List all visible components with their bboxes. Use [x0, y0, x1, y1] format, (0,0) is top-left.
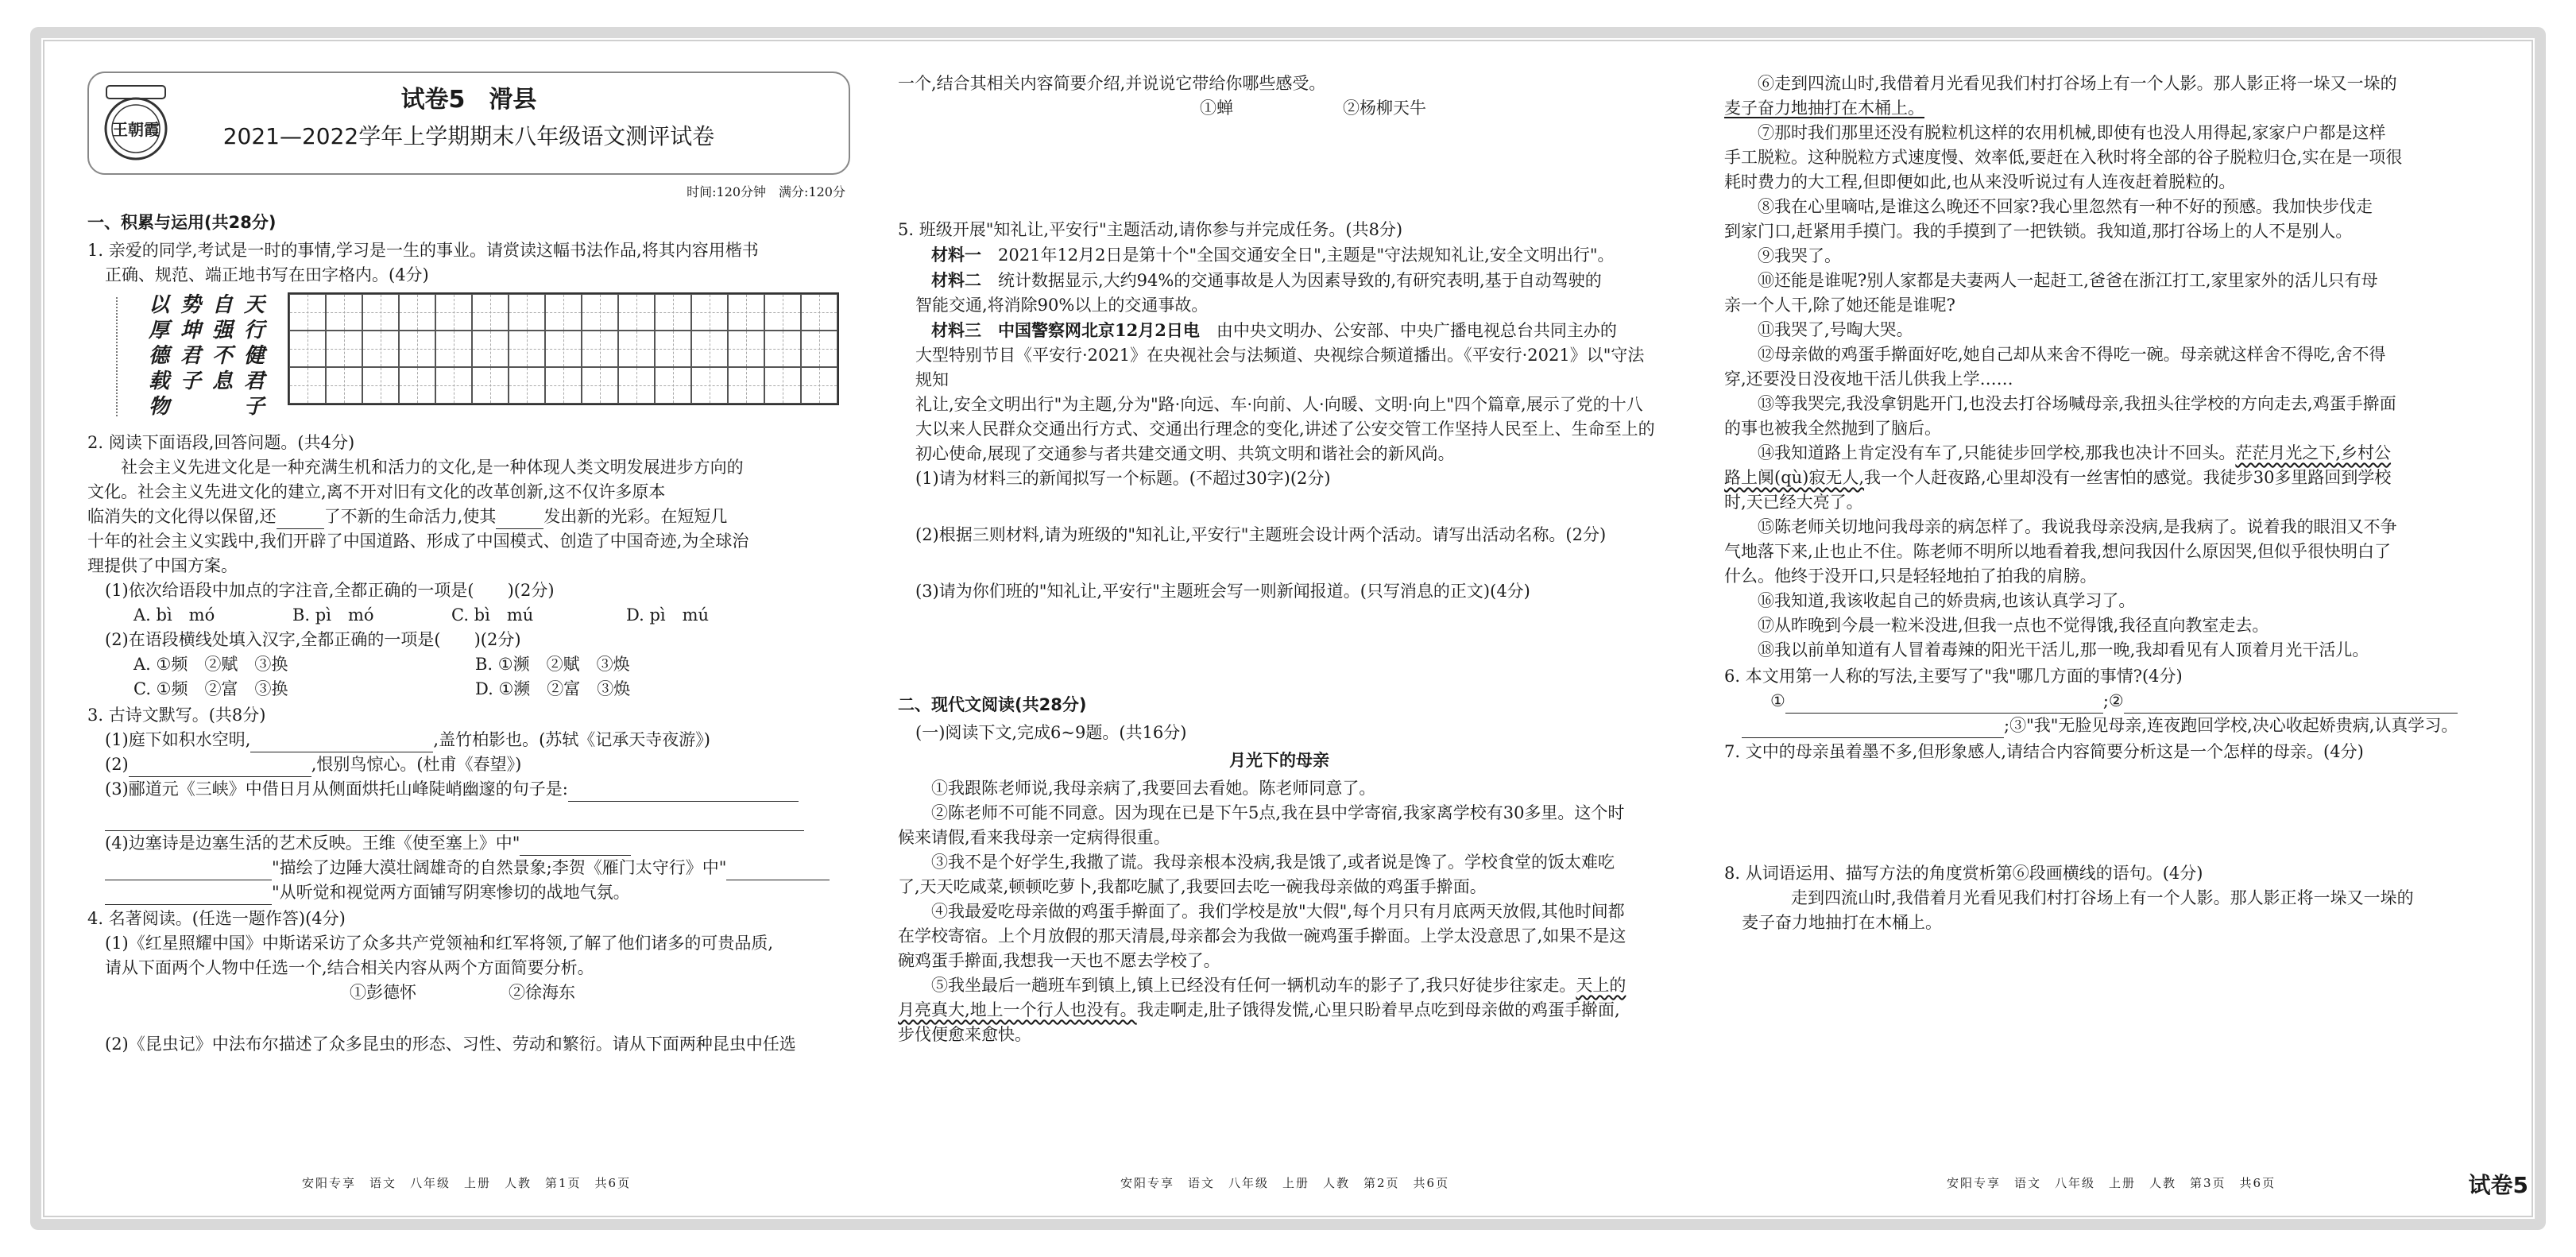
- paragraph-15-cont: 什么。他终于没开口,只是轻轻地拍了拍我的肩膀。: [1724, 567, 2097, 586]
- q2-1-options: [87, 603, 850, 628]
- material-3: 材料三 中国警察网北京12月2日电 由中央文明办、公安部、中央广播电视总台共同主办的: [931, 320, 1617, 340]
- question-4-1-cont: 请从下面两个人物中任选一个,结合相关内容从两个方面简要分析。: [105, 958, 594, 977]
- answer-space[interactable]: [1724, 764, 2511, 860]
- tianzi-grid[interactable]: [288, 292, 839, 405]
- tianzi-cell[interactable]: [399, 331, 435, 367]
- tianzi-cell[interactable]: [472, 294, 509, 331]
- question-5-3: (3)请为你们班的"知礼让,平安行"主题班会写一则新闻报道。(只写消息的正文)(4分): [915, 582, 1530, 601]
- tianzi-cell[interactable]: [618, 367, 655, 404]
- question-3-2: (2) ,恨别鸟惊心。(杜甫《春望》): [87, 752, 850, 777]
- paragraph-16: ⑯我知道,我该收起自己的娇贵病,也该认真学习了。: [1758, 591, 2136, 610]
- tianzi-cell[interactable]: [764, 367, 801, 404]
- column-3: [1724, 72, 2511, 935]
- tianzi-cell[interactable]: [691, 331, 728, 367]
- paragraph-18: ⑱我以前单知道有人冒着毒辣的阳光干活儿,那一晚,我却看见有人顶着月光干活儿。: [1758, 640, 2369, 659]
- question-7: 7. 文中的母亲虽着墨不多,但形象感人,请结合内容简要分析这是一个怎样的母亲。(4分): [1724, 742, 2364, 761]
- tianzi-cell[interactable]: [435, 367, 472, 404]
- tianzi-cell[interactable]: [655, 331, 691, 367]
- paragraph-2-cont: 候来请假,看来我母亲一定病得很重。: [898, 828, 1170, 847]
- tianzi-cell[interactable]: [691, 294, 728, 331]
- paragraph-10-cont: 亲一个人干,除了她还能是谁呢?: [1724, 296, 1955, 315]
- paragraph-7: ⑦那时我们那里还没有脱粒机这样的农用机械,即使有也没人用得起,家家户户都是这样: [1758, 123, 2386, 142]
- question-3-4-cont: "从听觉和视觉两方面铺写阴寒惨切的战地气氛。: [87, 880, 850, 905]
- answer-blank[interactable]: [129, 760, 311, 777]
- calligraphy-signature: [116, 297, 122, 416]
- answer-blank[interactable]: [105, 888, 272, 905]
- question-3: 3. 古诗文默写。(共8分): [87, 706, 266, 725]
- answer-space[interactable]: [898, 547, 1661, 579]
- question-6-answers: ① ;②: [1724, 689, 2511, 714]
- paragraph-14-cont: 路上阒(qù)寂无人,我一个人赶夜路,心里却没有一丝害怕的感觉。我徒步30多里路回到学校: [1724, 468, 2392, 487]
- footer-page-1: 安阳专享 语文 八年级 上册 人教 第1页 共6页: [302, 1176, 632, 1190]
- tianzi-cell[interactable]: [801, 367, 837, 404]
- paragraph-15: ⑮陈老师关切地问我母亲的病怎样了。我说我母亲没病,是我病了。说着我的眼泪又不争: [1758, 517, 2397, 536]
- column-2: [898, 72, 1661, 1047]
- question-6: 6. 本文用第一人称的写法,主要写了"我"哪几方面的事情?(4分): [1724, 667, 2183, 686]
- question-5-1: (1)请为材料三的新闻拟写一个标题。(不超过30字)(2分): [915, 469, 1331, 488]
- paragraph-5: ⑤我坐最后一趟班车到镇上,镇上已经没有任何一辆机动车的影子了,我只好徒步往家走。天上的: [931, 976, 1626, 995]
- tianzi-cell[interactable]: [764, 331, 801, 367]
- q2-passage-blanks: 临消失的文化得以保留,还 了不新的生命活力,使其 发出新的光彩。在短短几: [87, 505, 850, 529]
- tianzi-cell[interactable]: [509, 331, 545, 367]
- paragraph-4: ④我最爱吃母亲做的鸡蛋手擀面了。我们学校是放"大假",每个月只有月底两天放假,其他时间都: [931, 902, 1625, 921]
- tianzi-cell[interactable]: [618, 294, 655, 331]
- answer-blank[interactable]: [1785, 696, 2103, 714]
- paragraph-7-cont: 手工脱粒。这种脱粒方式速度慢、效率低,要赶在入秋时将全部的谷子脱粒归仓,实在是一项很: [1724, 148, 2403, 167]
- tianzi-cell[interactable]: [728, 294, 764, 331]
- paragraph-11: ⑪我哭了,号啕大哭。: [1758, 320, 1913, 339]
- answer-space[interactable]: [898, 604, 1661, 687]
- paragraph-13: ⑬等我哭完,我没拿钥匙开门,也没去打谷场喊母亲,我扭头往学校的方向走去,鸡蛋手擀面: [1758, 394, 2396, 413]
- paragraph-12-cont: 穿,还要没日没夜地干活儿供我上学……: [1724, 369, 2013, 389]
- calligraphy-area: [87, 292, 850, 427]
- answer-blank[interactable]: [250, 735, 433, 752]
- answer-space[interactable]: [898, 121, 1661, 216]
- option-xu-haidong[interactable]: ②徐海东: [509, 983, 575, 1002]
- question-4-2-cont: 一个,结合其相关内容简要介绍,并说说它带给你哪些感受。: [898, 74, 1326, 93]
- material-3-cont: 大型特别节目《平安行·2021》在央视社会与法频道、央视综合频道播出。《平安行·2021》以"守法规知: [915, 346, 1645, 389]
- question-4-2: (2)《昆虫记》中法布尔描述了众多昆虫的形态、习性、劳动和繁衍。请从下面两种昆虫中任选: [105, 1035, 796, 1054]
- calligraphy-column: 自强不息: [211, 293, 233, 393]
- paragraph-8-cont: 到家门口,赶紧用手摸门。我的手摸到了一把铁锁。我知道,那打谷场上的人不是别人。: [1724, 222, 2353, 241]
- answer-blank[interactable]: [568, 784, 799, 802]
- paper-number-badge: 试卷5: [2468, 1172, 2528, 1198]
- tianzi-cell[interactable]: [362, 367, 399, 404]
- exam-title: 试卷5 滑县: [400, 86, 537, 114]
- calligraphy-column: 天行健君子: [243, 293, 265, 419]
- answer-blank[interactable]: [1742, 721, 2004, 738]
- question-4: 4. 名著阅读。(任选一题作答)(4分): [87, 909, 346, 928]
- tianzi-cell[interactable]: [326, 331, 362, 367]
- tianzi-cell[interactable]: [289, 294, 326, 331]
- exam-meta: 时间:120分钟 满分:120分: [687, 184, 845, 199]
- tianzi-cell[interactable]: [655, 294, 691, 331]
- option-cicada[interactable]: ①蝉: [1200, 99, 1233, 118]
- tianzi-cell[interactable]: [582, 367, 618, 404]
- tianzi-cell[interactable]: [582, 331, 618, 367]
- option-a[interactable]: A. bì mó: [133, 605, 215, 625]
- q4-2-options: [898, 96, 1661, 121]
- question-3-1: (1)庭下如积水空明, ,盖竹柏影也。(苏轼《记承天寺夜游》): [87, 728, 850, 752]
- paragraph-13-cont: 的事也被我全然抛到了脑后。: [1724, 419, 1941, 438]
- question-8: 8. 从词语运用、描写方法的角度赏析第⑥段画横线的语句。(4分): [1724, 864, 2203, 883]
- q2-2-options: [87, 652, 850, 677]
- question-8-quote: 走到四流山时,我借着月光看见我们村打谷场上有一个人影。那人影正将一垛又一垛的: [1791, 888, 2414, 907]
- material-2-cont: 智能交通,将消除90%以上的交通事故。: [915, 296, 1209, 315]
- tianzi-cell[interactable]: [509, 294, 545, 331]
- tianzi-cell[interactable]: [618, 331, 655, 367]
- paragraph-5-cont: 步伐便愈来愈快。: [898, 1025, 1031, 1044]
- material-2: 材料二 统计数据显示,大约94%的交通事故是人为因素导致的,有研究表明,基于自动驾驶的: [931, 270, 1602, 290]
- answer-blank[interactable]: [105, 863, 272, 880]
- paragraph-14-cont: 时,天已经大亮了。: [1724, 493, 1863, 512]
- paragraph-10: ⑩还能是谁呢?别人家都是夫妻两人一起赶工,爸爸在浙江打工,家里家外的活儿只有母: [1758, 271, 2378, 290]
- question-2: 2. 阅读下面语段,回答问题。(共4分): [87, 433, 355, 452]
- tianzi-cell[interactable]: [289, 331, 326, 367]
- question-3-4: (4)边塞诗是边塞生活的艺术反映。王维《使至塞上》中": [87, 831, 850, 856]
- column-1: [87, 72, 850, 1057]
- tianzi-cell[interactable]: [472, 331, 509, 367]
- q2-passage: 文化。社会主义先进文化的建立,离不开对旧有文化的改革创新,这不仅许多原本: [87, 482, 666, 501]
- tianzi-cell[interactable]: [399, 294, 435, 331]
- tianzi-cell[interactable]: [326, 367, 362, 404]
- paragraph-12: ⑫母亲做的鸡蛋手擀面好吃,她自己却从来舍不得吃一碗。母亲就这样舍不得吃,舍不得: [1758, 345, 2386, 364]
- q4-1-options: [87, 980, 850, 1005]
- option-c[interactable]: C. bì mú: [451, 605, 534, 625]
- tianzi-cell[interactable]: [764, 294, 801, 331]
- question-6-answers-cont: ;③"我"无脸见母亲,连夜跑回学校,决心收起娇贵病,认真学习。: [1724, 714, 2511, 738]
- tianzi-cell[interactable]: [728, 331, 764, 367]
- answer-blank[interactable]: [520, 838, 631, 856]
- paragraph-6-cont: 麦子奋力地抽打在木桶上。: [1724, 99, 1924, 118]
- question-3-3-line: [87, 806, 850, 831]
- paragraph-8: ⑧我在心里嘀咕,是谁这么晚还不回家?我心里忽然有一种不好的预感。我加快步伐走: [1758, 197, 2373, 216]
- tianzi-cell[interactable]: [362, 294, 399, 331]
- section-2-part-1: (一)阅读下文,完成6~9题。(共16分): [915, 723, 1187, 742]
- question-2-1: (1)依次给语段中加点的字注音,全都正确的一项是( )(2分): [105, 581, 555, 600]
- calligraphy-artwork: [111, 292, 270, 427]
- paragraph-7-cont: 耗时费力的大工程,但即便如此,也从来没听说过有人连夜赶着脱粒的。: [1724, 172, 2236, 191]
- q2-passage: 理提供了中国方案。: [87, 556, 238, 575]
- tianzi-cell[interactable]: [289, 367, 326, 404]
- tianzi-cell[interactable]: [582, 294, 618, 331]
- footer-page-2: 安阳专享 语文 八年级 上册 人教 第2页 共6页: [1120, 1176, 1450, 1190]
- tianzi-cell[interactable]: [509, 367, 545, 404]
- tianzi-cell[interactable]: [326, 294, 362, 331]
- answer-blank[interactable]: [726, 863, 830, 880]
- blank-3[interactable]: [496, 512, 543, 529]
- calligraphy-column: 以厚德载物: [148, 293, 169, 419]
- tianzi-cell[interactable]: [399, 367, 435, 404]
- answer-blank[interactable]: [2124, 696, 2458, 714]
- question-5: 5. 班级开展"知礼让,平安行"主题活动,请你参与并完成任务。(共8分): [898, 220, 1403, 239]
- tianzi-cell[interactable]: [545, 331, 582, 367]
- question-1-cont: 正确、规范、端正地书写在田字格内。(4分): [105, 265, 429, 284]
- paragraph-4-cont: 在学校寄宿。上个月放假的那天清晨,母亲都会为我做一碗鸡蛋手擀面。上学太没意思了,如果不是这: [898, 926, 1626, 946]
- paragraph-9: ⑨我哭了。: [1758, 246, 1841, 265]
- material-3-cont: 初心使命,展现了交通参与者共建交通文明、共筑文明和谐社会的新风尚。: [915, 444, 1455, 463]
- article-title: 月光下的母亲: [1229, 751, 1329, 770]
- question-1: 1. 亲爱的同学,考试是一时的事情,学习是一生的事业。请赏读这幅书法作品,将其内容用楷书: [87, 241, 759, 260]
- answer-blank[interactable]: [105, 814, 804, 831]
- section-1-heading: 一、积累与运用(共28分): [87, 213, 277, 232]
- option-beetle[interactable]: ②杨柳天牛: [1343, 99, 1426, 118]
- paragraph-4-cont: 碗鸡蛋手擀面,我想我一天也不愿去学校了。: [898, 951, 1220, 970]
- option-b[interactable]: B. ①濒 ②赋 ③焕: [475, 655, 630, 674]
- tianzi-cell[interactable]: [545, 367, 582, 404]
- material-3-cont: 礼让,安全文明出行"为主题,分为"路·向远、车·向前、人·向暖、文明·向上"四个篇章,展示了党的十八: [915, 395, 1643, 414]
- tianzi-cell[interactable]: [435, 331, 472, 367]
- option-b[interactable]: B. pì mó: [292, 605, 374, 625]
- tianzi-cell[interactable]: [801, 294, 837, 331]
- material-1: 材料一 2021年12月2日是第十个"全国交通安全日",主题是"守法规知礼让,安全文明出行"。: [931, 245, 1615, 265]
- calligraphy-column: 势坤君子: [180, 293, 201, 393]
- tianzi-cell[interactable]: [728, 367, 764, 404]
- question-4-1: (1)《红星照耀中国》中斯诺采访了众多共产党领袖和红军将领,了解了他们诸多的可贵品质,: [105, 934, 774, 953]
- section-2-heading: 二、现代文阅读(共28分): [898, 695, 1087, 714]
- tianzi-cell[interactable]: [801, 331, 837, 367]
- paragraph-3: ③我不是个好学生,我撒了谎。我母亲根本没病,我是饿了,或者说是馋了。学校食堂的饭太难吃: [931, 853, 1615, 872]
- q2-2-options: [87, 677, 850, 702]
- paragraph-5-cont: 月亮真大,地上一个行人也没有。我走啊走,肚子饿得发慌,心里只盼着早点吃到母亲做的鸡蛋手擀面,: [898, 1000, 1620, 1019]
- blank-2[interactable]: [277, 512, 324, 529]
- question-8-quote-cont: 麦子奋力地抽打在木桶上。: [1742, 913, 1942, 932]
- paragraph-6: ⑥走到四流山时,我借着月光看见我们村打谷场上有一个人影。那人影正将一垛又一垛的: [1758, 74, 2397, 93]
- exam-header: [87, 72, 850, 175]
- tianzi-cell[interactable]: [655, 367, 691, 404]
- question-2-2: (2)在语段横线处填入汉字,全都正确的一项是( )(2分): [105, 630, 521, 649]
- tianzi-cell[interactable]: [435, 294, 472, 331]
- paragraph-17: ⑰从昨晚到今晨一粒米没进,但我一点也不觉得饿,我径直向教室走去。: [1758, 616, 2269, 635]
- paragraph-1: ①我跟陈老师说,我母亲病了,我要回去看她。陈老师同意了。: [931, 779, 1376, 798]
- option-peng-dehuai[interactable]: ①彭德怀: [350, 983, 416, 1002]
- q2-passage: 十年的社会主义实践中,我们开辟了中国道路、形成了中国模式、创造了中国奇迹,为全球治: [87, 532, 749, 551]
- paragraph-14: ⑭我知道路上肯定没有车了,只能徒步回学校,那我也决计不回头。茫茫月光之下,乡村公: [1758, 443, 2392, 462]
- option-d[interactable]: D. pì mú: [626, 605, 710, 625]
- tianzi-cell[interactable]: [472, 367, 509, 404]
- tianzi-cell[interactable]: [362, 331, 399, 367]
- answer-space[interactable]: [898, 491, 1661, 523]
- question-3-3: (3)郦道元《三峡》中借日月从侧面烘托山峰陡峭幽邃的句子是:: [87, 777, 850, 802]
- tianzi-cell[interactable]: [691, 367, 728, 404]
- tianzi-cell[interactable]: [545, 294, 582, 331]
- svg-text:王朝霞: 王朝霞: [112, 120, 160, 139]
- paragraph-2: ②陈老师不可能不同意。因为现在已是下午5点,我在县中学寄宿,我家离学校有30多里。这个时: [931, 803, 1625, 822]
- material-3-cont: 大以来人民群众交通出行方式、交通出行理念的变化,讲述了公安交管工作坚持人民至上、生命至上的: [915, 420, 1655, 439]
- exam-subtitle: 2021—2022学年上学期期末八年级语文测评试卷: [222, 123, 715, 149]
- option-a[interactable]: A. ①频 ②赋 ③换: [133, 655, 288, 674]
- question-3-4-cont: "描绘了边陲大漠壮阔雄奇的自然景象;李贺《雁门太守行》中": [87, 856, 850, 880]
- answer-space[interactable]: [87, 1005, 850, 1032]
- q2-passage: 社会主义先进文化是一种充满生机和活力的文化,是一种体现人类文明发展进步方向的: [121, 458, 744, 477]
- question-5-2: (2)根据三则材料,请为班级的"知礼让,平安行"主题班会设计两个活动。请写出活动名称。(2分): [915, 525, 1607, 544]
- footer-page-3: 安阳专享 语文 八年级 上册 人教 第3页 共6页: [1947, 1176, 2276, 1190]
- paragraph-3-cont: 了,天天吃咸菜,顿顿吃萝卜,我都吃腻了,我要回去吃一碗我母亲做的鸡蛋手擀面。: [898, 877, 1487, 896]
- option-d[interactable]: D. ①濒 ②富 ③焕: [475, 679, 631, 698]
- option-c[interactable]: C. ①频 ②富 ③换: [133, 679, 288, 698]
- paragraph-15-cont: 气地落下来,止也止不住。陈老师不明所以地看着我,想问我因什么原因哭,但似乎很快明白了: [1724, 542, 2392, 561]
